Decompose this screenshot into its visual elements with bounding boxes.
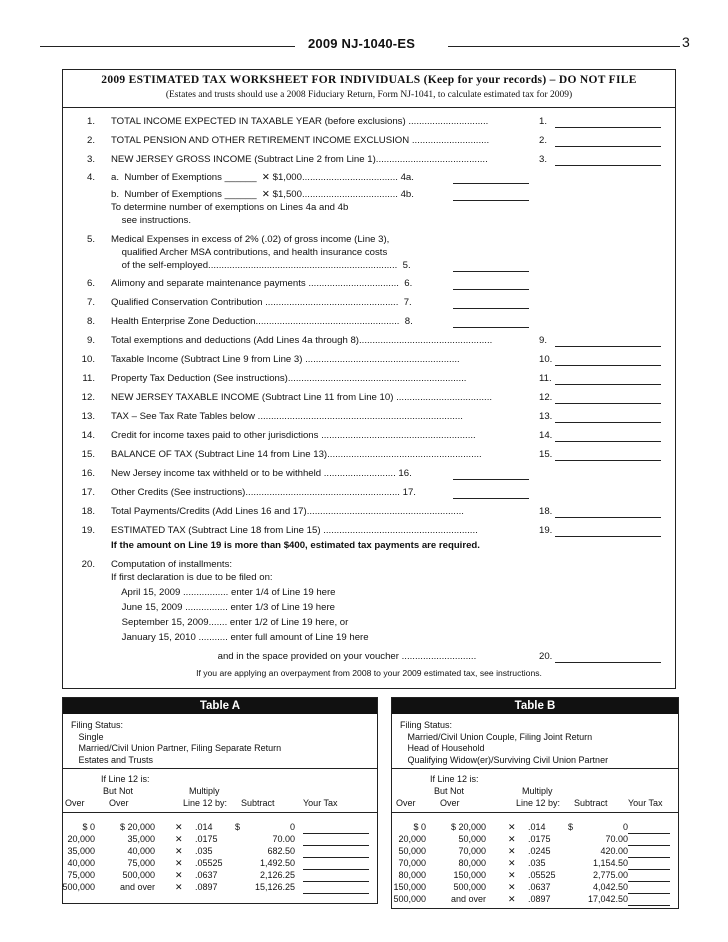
- rate-value: .0245: [528, 846, 551, 856]
- subtract-label: Subtract: [574, 798, 608, 808]
- line-text: Property Tax Deduction (See instructions)...................................................................: [111, 373, 467, 384]
- filing-status-line: Estates and Trusts: [71, 754, 154, 765]
- line-text: BALANCE OF TAX (Subtract Line 14 from Line 13)..........................................................: [111, 449, 482, 460]
- page-header: [40, 34, 690, 54]
- if-line-label: If Line 12 is:: [430, 774, 479, 784]
- answer-field[interactable]: [453, 260, 529, 272]
- times-sign: ✕: [175, 834, 183, 844]
- over-value: 50,000: [398, 846, 426, 856]
- over-value: 20,000: [398, 834, 426, 844]
- table-divider: [63, 812, 377, 813]
- line-number: 8.: [86, 316, 95, 327]
- line-number: 7.: [86, 297, 95, 308]
- but-not-value: $ 20,000: [450, 822, 486, 832]
- subtract-value: 4,042.50: [592, 882, 628, 892]
- over-value: $ 0: [413, 822, 426, 832]
- line-text: qualified Archer MSA contributions, and health insurance costs: [111, 247, 388, 258]
- filing-status-line: Single: [71, 731, 104, 742]
- but-not-value: and over: [450, 894, 486, 904]
- line-number: 9.: [86, 335, 95, 346]
- line-ref: 12.: [539, 392, 553, 403]
- times-sign: ✕: [508, 834, 516, 844]
- times-sign: ✕: [508, 858, 516, 868]
- overpayment-note-text: If you are applying an overpayment from 2008 to your 2009 estimated tax, see instructions.: [196, 668, 542, 678]
- filing-status: [71, 720, 281, 766]
- times-sign: ✕: [175, 822, 183, 832]
- rate-value: .0175: [528, 834, 551, 844]
- subtract-value: 682.50: [267, 846, 295, 856]
- subtract-value: 0: [289, 822, 295, 832]
- answer-field[interactable]: [453, 297, 529, 309]
- your-tax-field[interactable]: [628, 883, 670, 894]
- line-text: Total exemptions and deductions (Add Lines 4a through 8)..................................................: [111, 335, 493, 346]
- estimated-tax-worksheet: [62, 69, 676, 689]
- line-ref: 1.: [539, 116, 548, 127]
- rate-value: .05525: [195, 858, 223, 868]
- over-value: 40,000: [67, 858, 95, 868]
- your-tax-field[interactable]: [628, 895, 670, 906]
- over-label-2: Over: [440, 798, 460, 808]
- your-tax-field[interactable]: [628, 835, 670, 846]
- line-text: Qualified Conservation Contribution .................................................. 7.: [111, 297, 412, 308]
- line-number: 11.: [82, 373, 95, 384]
- but-not-label: But Not: [434, 786, 465, 796]
- line-text: January 15, 2010 ........... enter full amount of Line 19 here: [111, 632, 369, 643]
- filing-status-line: Married/Civil Union Partner, Filing Separate Return: [71, 743, 282, 753]
- rate-value: .0897: [195, 882, 218, 892]
- line-text: If the amount on Line 19 is more than $400, estimated tax payments are required.: [111, 540, 480, 551]
- but-not-value: 80,000: [458, 858, 486, 868]
- subtract-value: 17,042.50: [587, 894, 628, 904]
- line-number: 1.: [86, 116, 95, 127]
- line-ref: 15.: [539, 449, 553, 460]
- times-sign: ✕: [508, 822, 516, 832]
- rate-value: .0637: [195, 870, 218, 880]
- over-label-2: Over: [109, 798, 129, 808]
- form-title: 2009 NJ-1040-ES: [308, 36, 416, 51]
- multiply-label: Multiply: [189, 786, 220, 796]
- line12-label: Line 12 by:: [183, 798, 228, 808]
- times-sign: ✕: [175, 882, 183, 892]
- header-rule-left: [40, 46, 295, 47]
- line-text: TOTAL INCOME EXPECTED IN TAXABLE YEAR (before exclusions) ..............................: [111, 116, 489, 127]
- table-divider: [63, 768, 377, 769]
- over-value: 20,000: [67, 834, 95, 844]
- rate-value: .0897: [528, 894, 551, 904]
- worksheet-title: 2009 ESTIMATED TAX WORKSHEET FOR INDIVIDUALS (Keep for your records) – DO NOT FILE: [101, 74, 637, 86]
- line-number: 19.: [81, 525, 95, 536]
- times-sign: ✕: [175, 870, 183, 880]
- rate-value: .035: [528, 858, 546, 868]
- line-number: 14.: [81, 430, 95, 441]
- your-tax-field[interactable]: [303, 871, 369, 882]
- line-text: b. Number of Exemptions ______ ✕ $1,500.................................... 4b.: [111, 189, 414, 200]
- dollar-sign: $: [235, 822, 241, 832]
- answer-field[interactable]: [453, 487, 529, 499]
- rate-value: .035: [195, 846, 213, 856]
- over-value: 500,000: [62, 882, 95, 892]
- line-text: Medical Expenses in excess of 2% (.02) of gross income (Line 3),: [111, 234, 390, 245]
- answer-field[interactable]: [453, 316, 529, 328]
- over-value: 80,000: [398, 870, 426, 880]
- line-ref: 13.: [539, 411, 553, 422]
- line-number: 12.: [81, 392, 95, 403]
- line-number: 18.: [81, 506, 95, 517]
- answer-field[interactable]: [453, 172, 529, 184]
- answer-field[interactable]: [555, 392, 661, 404]
- line-ref: 20.: [539, 651, 553, 662]
- dollar-sign: $: [568, 822, 574, 832]
- times-sign: ✕: [508, 882, 516, 892]
- your-tax-field[interactable]: [628, 871, 670, 882]
- line-ref: 18.: [539, 506, 553, 517]
- over-value: 70,000: [398, 858, 426, 868]
- over-value: $ 0: [82, 822, 95, 832]
- line-ref: 11.: [539, 373, 552, 384]
- times-sign: ✕: [508, 870, 516, 880]
- but-not-value: and over: [119, 882, 155, 892]
- times-sign: ✕: [175, 858, 183, 868]
- line-text: Alimony and separate maintenance payments .................................. 6.: [111, 278, 413, 289]
- table-title: Table A: [63, 698, 377, 714]
- header-rule-right: [448, 46, 680, 47]
- line-ref: 14.: [539, 430, 553, 441]
- line-number: 13.: [81, 411, 95, 422]
- filing-status-line: Head of Household: [400, 743, 485, 753]
- answer-field[interactable]: [555, 506, 661, 518]
- filing-status-line: Filing Status:: [71, 720, 124, 730]
- line-text: To determine number of exemptions on Lines 4a and 4b: [111, 202, 349, 213]
- line-text: Computation of installments:: [111, 559, 233, 570]
- over-label: Over: [396, 798, 416, 808]
- line-number: 20.: [81, 559, 95, 570]
- table-a: [62, 697, 378, 904]
- page-number: 3: [682, 34, 690, 50]
- line-number: 10.: [81, 354, 95, 365]
- line-ref: 3.: [539, 154, 548, 165]
- line-text: June 15, 2009 ................ enter 1/3 of Line 19 here: [111, 602, 335, 613]
- your-tax-field[interactable]: [303, 859, 369, 870]
- answer-field[interactable]: [555, 651, 661, 663]
- table-divider: [392, 768, 678, 769]
- over-value: 75,000: [67, 870, 95, 880]
- times-sign: ✕: [508, 846, 516, 856]
- rate-value: .0175: [195, 834, 218, 844]
- answer-field[interactable]: [555, 430, 661, 442]
- line-number: 16.: [81, 468, 95, 479]
- line-text: ESTIMATED TAX (Subtract Line 18 from Line 15) ..........................................................: [111, 525, 478, 536]
- your-tax-field[interactable]: [628, 847, 670, 858]
- filing-status-line: Qualifying Widow(er)/Surviving Civil Union Partner: [400, 754, 609, 765]
- line-text: of the self-employed....................................................................... 5.: [111, 260, 411, 271]
- line-number: 17.: [81, 487, 95, 498]
- line-text: NEW JERSEY GROSS INCOME (Subtract Line 2 from Line 1)..........................................: [111, 154, 488, 165]
- answer-field[interactable]: [555, 449, 661, 461]
- line-ref: 2.: [539, 135, 548, 146]
- line-number: 6.: [86, 278, 95, 289]
- table-b: [391, 697, 679, 909]
- line12-label: Line 12 by:: [516, 798, 561, 808]
- answer-field[interactable]: [453, 189, 529, 201]
- subtract-value: 1,154.50: [592, 858, 628, 868]
- line-text: TOTAL PENSION AND OTHER RETIREMENT INCOME EXCLUSION .............................: [111, 135, 490, 146]
- but-not-value: 500,000: [453, 882, 486, 892]
- your-tax-field[interactable]: [628, 823, 670, 834]
- your-tax-field[interactable]: [303, 883, 369, 894]
- line-text: and in the space provided on your voucher ............................: [111, 651, 477, 662]
- your-tax-label: Your Tax: [303, 798, 338, 808]
- line-text: TAX – See Tax Rate Tables below .............................................................................: [111, 411, 463, 422]
- line-text: New Jersey income tax withheld or to be withheld ........................... 16.: [111, 468, 412, 479]
- subtract-value: 1,492.50: [259, 858, 295, 868]
- but-not-value: 75,000: [127, 858, 155, 868]
- answer-field[interactable]: [555, 525, 661, 537]
- but-not-label: But Not: [103, 786, 134, 796]
- filing-status-line: Filing Status:: [400, 720, 453, 730]
- your-tax-field[interactable]: [628, 859, 670, 870]
- line-text: Credit for income taxes paid to other jurisdictions ..........................................................: [111, 430, 476, 441]
- line-number: 3.: [86, 154, 95, 165]
- multiply-label: Multiply: [522, 786, 553, 796]
- line-number: 2.: [86, 135, 95, 146]
- line-text: see instructions.: [111, 215, 191, 226]
- subtract-value: 420.00: [600, 846, 628, 856]
- answer-field[interactable]: [453, 468, 529, 480]
- worksheet-divider: [63, 107, 675, 108]
- line-text: a. Number of Exemptions ______ ✕ $1,000.................................... 4a.: [111, 172, 414, 183]
- answer-field[interactable]: [555, 411, 661, 423]
- your-tax-field[interactable]: [303, 835, 369, 846]
- answer-field[interactable]: [555, 335, 661, 347]
- answer-field[interactable]: [555, 373, 661, 385]
- but-not-value: 500,000: [122, 870, 155, 880]
- rate-value: .014: [195, 822, 213, 832]
- subtract-value: 0: [622, 822, 628, 832]
- line-number: 15.: [81, 449, 95, 460]
- line-text: Other Credits (See instructions).......................................................... 17.: [111, 487, 416, 498]
- if-line-label: If Line 12 is:: [101, 774, 150, 784]
- line-number: 4.: [86, 172, 95, 183]
- line-text: April 15, 2009 ................. enter 1/4 of Line 19 here: [111, 587, 336, 598]
- rate-value: .0637: [528, 882, 551, 892]
- but-not-value: 35,000: [127, 834, 155, 844]
- line-text: If first declaration is due to be filed on:: [111, 572, 273, 583]
- answer-field[interactable]: [453, 278, 529, 290]
- subtract-label: Subtract: [241, 798, 275, 808]
- but-not-value: 50,000: [458, 834, 486, 844]
- but-not-value: 70,000: [458, 846, 486, 856]
- filing-status: [400, 720, 608, 766]
- answer-field[interactable]: [555, 354, 661, 366]
- times-sign: ✕: [175, 846, 183, 856]
- your-tax-field[interactable]: [303, 847, 369, 858]
- but-not-value: 150,000: [453, 870, 486, 880]
- your-tax-label: Your Tax: [628, 798, 663, 808]
- but-not-value: 40,000: [127, 846, 155, 856]
- line-ref: 19.: [539, 525, 553, 536]
- line-number: 5.: [86, 234, 95, 245]
- times-sign: ✕: [508, 894, 516, 904]
- subtract-value: 15,126.25: [254, 882, 295, 892]
- line-text: September 15, 2009....... enter 1/2 of Line 19 here, or: [111, 617, 349, 628]
- worksheet-subtitle: (Estates and trusts should use a 2008 Fiduciary Return, Form NJ-1041, to calculate estimated tax for 2009): [165, 90, 573, 100]
- rate-value: .05525: [528, 870, 556, 880]
- line-ref: 10.: [539, 354, 553, 365]
- answer-field[interactable]: [555, 154, 661, 166]
- subtract-value: 2,775.00: [592, 870, 628, 880]
- table-title: Table B: [392, 698, 678, 714]
- over-value: 150,000: [393, 882, 426, 892]
- subtract-value: 70.00: [605, 834, 628, 844]
- over-label: Over: [65, 798, 85, 808]
- your-tax-field[interactable]: [303, 823, 369, 834]
- table-divider: [392, 812, 678, 813]
- but-not-value: $ 20,000: [119, 822, 155, 832]
- subtract-value: 2,126.25: [259, 870, 295, 880]
- line-text: NEW JERSEY TAXABLE INCOME (Subtract Line 11 from Line 10) ....................................: [111, 392, 493, 403]
- line-text: Health Enterprise Zone Deduction...................................................... 8.: [111, 316, 413, 327]
- subtract-value: 70.00: [272, 834, 295, 844]
- answer-field[interactable]: [555, 135, 661, 147]
- filing-status-line: Married/Civil Union Couple, Filing Joint Return: [400, 731, 593, 742]
- over-value: 35,000: [67, 846, 95, 856]
- rate-value: .014: [528, 822, 546, 832]
- line-ref: 9.: [539, 335, 548, 346]
- line-text: Taxable Income (Subtract Line 9 from Line 3) ..........................................................: [111, 354, 460, 365]
- line-text: Total Payments/Credits (Add Lines 16 and 17)...........................................................: [111, 506, 464, 517]
- over-value: 500,000: [393, 894, 426, 904]
- answer-field[interactable]: [555, 116, 661, 128]
